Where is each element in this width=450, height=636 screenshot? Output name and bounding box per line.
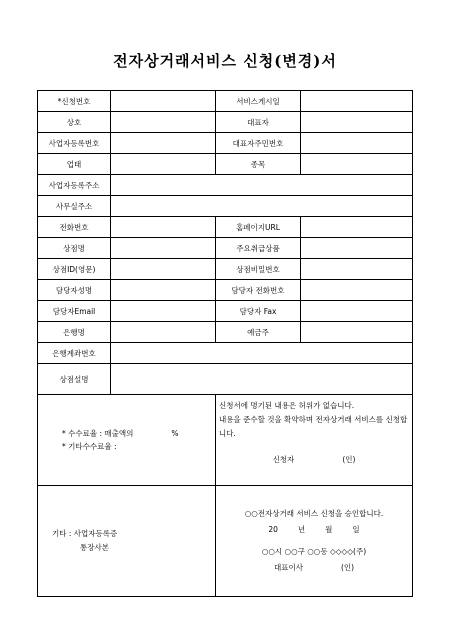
store-description-label: 상점설명 <box>38 364 111 395</box>
business-type-field[interactable] <box>111 154 216 175</box>
fee-section <box>38 395 216 486</box>
application-number-field[interactable] <box>111 91 216 112</box>
application-number-label: *신청번호 <box>38 91 111 112</box>
applicant-label: 신청자 <box>272 455 295 464</box>
main-products-field[interactable] <box>301 238 413 259</box>
declaration-line-1: 신청서에 명기된 내용은 허위가 없습니다. <box>219 401 355 410</box>
attachments-section <box>38 486 216 597</box>
store-name-field[interactable] <box>111 238 216 259</box>
business-address-label: 사업자등록주소 <box>38 175 111 196</box>
approval-row <box>38 486 413 597</box>
homepage-url-field[interactable] <box>301 217 413 238</box>
business-address-field[interactable] <box>111 175 413 196</box>
contact-fax-label: 담당자 Fax <box>216 301 301 322</box>
attachment-business-reg: 기타 : 사업자등록증 <box>52 529 118 538</box>
ceo-seal: (인) <box>340 563 355 572</box>
form-row <box>38 322 413 343</box>
bank-account-label: 은행계좌번호 <box>38 343 111 364</box>
form-row <box>38 343 413 364</box>
office-address-field[interactable] <box>111 196 413 217</box>
representative-id-label: 대표자주민번호 <box>216 133 301 154</box>
approval-statement: ○○전자상거래 서비스 신청을 승인합니다. <box>244 509 384 518</box>
fee-declaration-row <box>38 395 413 486</box>
service-post-date-label: 서비스게시일 <box>216 91 301 112</box>
form-row <box>38 154 413 175</box>
company-name-field[interactable] <box>111 112 216 133</box>
store-password-field[interactable] <box>301 259 413 280</box>
declaration-section <box>216 395 413 486</box>
year-prefix: 20 <box>268 525 278 534</box>
bank-name-field[interactable] <box>111 322 216 343</box>
percent-sign: % <box>171 429 179 438</box>
contact-email-field[interactable] <box>111 301 216 322</box>
bank-account-field[interactable] <box>111 343 413 364</box>
contact-fax-field[interactable] <box>301 301 413 322</box>
attachment-bankbook: 통장사본 <box>80 543 109 552</box>
phone-label: 전화번호 <box>38 217 111 238</box>
approval-address: ○○시 ○○구 ○○동 ◇◇◇◇(주) <box>261 547 367 556</box>
approval-date <box>219 522 409 538</box>
application-form-table <box>37 90 413 597</box>
bank-name-label: 은행명 <box>38 322 111 343</box>
form-row <box>38 259 413 280</box>
approval-section <box>216 486 413 597</box>
form-row <box>38 364 413 395</box>
service-post-date-field[interactable] <box>301 91 413 112</box>
fee-rate-label: * 수수료율 : 매출액의 <box>62 429 134 438</box>
store-id-label: 상점ID(영문) <box>38 259 111 280</box>
contact-name-field[interactable] <box>111 280 216 301</box>
contact-phone-field[interactable] <box>301 280 413 301</box>
phone-field[interactable] <box>111 217 216 238</box>
form-title: 전자상거래서비스 신청(변경)서 <box>113 52 337 70</box>
representative-field[interactable] <box>301 112 413 133</box>
main-products-label: 주요취급상품 <box>216 238 301 259</box>
account-holder-label: 예금주 <box>216 322 301 343</box>
business-reg-number-field[interactable] <box>111 133 216 154</box>
form-row <box>38 217 413 238</box>
applicant-seal: (인) <box>342 455 356 464</box>
form-row <box>38 91 413 112</box>
day-label: 일 <box>352 525 360 534</box>
form-row <box>38 196 413 217</box>
office-address-label: 사무실주소 <box>38 196 111 217</box>
form-row <box>38 112 413 133</box>
business-type-label: 업태 <box>38 154 111 175</box>
form-row <box>38 301 413 322</box>
store-description-field[interactable] <box>111 364 413 395</box>
store-id-field[interactable] <box>111 259 216 280</box>
form-row <box>38 133 413 154</box>
ceo-label: 대표이사 <box>273 563 303 572</box>
year-label: 년 <box>297 525 306 534</box>
representative-id-field[interactable] <box>301 133 413 154</box>
homepage-url-label: 홈페이지URL <box>216 217 301 238</box>
contact-email-label: 담당자Email <box>38 301 111 322</box>
company-name-label: 상호 <box>38 112 111 133</box>
account-holder-field[interactable] <box>301 322 413 343</box>
form-row <box>38 175 413 196</box>
form-row <box>38 238 413 259</box>
business-item-field[interactable] <box>301 154 413 175</box>
business-item-label: 종목 <box>216 154 301 175</box>
other-fee-rate-label: * 기타수수료율 : <box>62 442 117 451</box>
business-reg-number-label: 사업자등록번호 <box>38 133 111 154</box>
representative-label: 대표자 <box>216 112 301 133</box>
store-password-label: 상점비밀번호 <box>216 259 301 280</box>
contact-name-label: 담당자성명 <box>38 280 111 301</box>
month-label: 월 <box>325 525 333 534</box>
declaration-line-2: 내용을 준수할 것을 확약하며 전자상거래 서비스를 신청합니다. <box>219 415 408 438</box>
contact-phone-label: 담당자 전화번호 <box>216 280 301 301</box>
store-name-label: 상점명 <box>38 238 111 259</box>
form-row <box>38 280 413 301</box>
